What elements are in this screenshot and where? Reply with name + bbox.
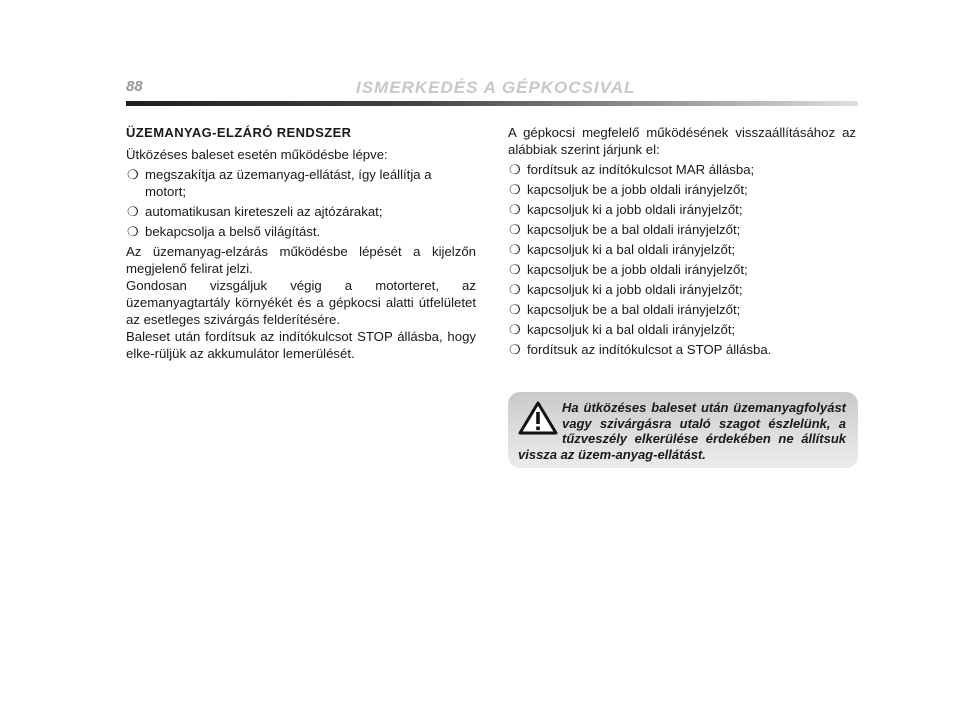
bullet-icon: ❍	[509, 222, 521, 237]
running-title: ISMERKEDÉS A GÉPKOCSIVAL	[356, 78, 636, 97]
bullet-icon: ❍	[509, 262, 521, 277]
list-item: ❍ kapcsoljuk ki a jobb oldali irányjelzőt;	[509, 202, 743, 217]
list-item: ❍ kapcsoljuk ki a jobb oldali irányjelzőt;	[509, 282, 743, 297]
list-item: ❍ kapcsoljuk ki a bal oldali irányjelzőt;	[509, 322, 736, 337]
bullet-icon: ❍	[509, 202, 521, 217]
right-column	[508, 124, 856, 361]
paragraph: Gondosan vizsgáljuk végig a motorteret, az üzemanyagtartály környékét és a gépkocsi alatti útfelületet az esetleges szivárgás felderítésére.	[126, 278, 476, 327]
bullet-icon: ❍	[509, 302, 521, 317]
paragraph: Az üzemanyag-elzárás működésbe lépését a kijelzőn megjelenő felirat jelzi.	[126, 244, 476, 276]
list-item: ❍ kapcsoljuk be a jobb oldali irányjelzőt;	[509, 182, 748, 197]
bullet-icon: ❍	[127, 204, 139, 219]
list-item: ❍ kapcsoljuk be a bal oldali irányjelzőt;	[509, 302, 741, 317]
list-item: ❍ bekapcsolja a belső világítást.	[127, 224, 321, 239]
page-header	[126, 74, 858, 114]
left-column	[126, 124, 476, 362]
bullet-icon: ❍	[509, 242, 521, 257]
list-item: ❍ kapcsoljuk be a jobb oldali irányjelzőt;	[509, 262, 748, 277]
header-rule	[126, 101, 858, 106]
right-bullet-list	[508, 161, 856, 358]
list-item: ❍ fordítsuk az indítókulcsot a STOP állásba.	[509, 342, 772, 357]
bullet-icon: ❍	[509, 342, 521, 357]
list-item: ❍ fordítsuk az indítókulcsot MAR állásba;	[509, 162, 755, 177]
list-item: ❍ kapcsoljuk be a bal oldali irányjelzőt;	[509, 222, 741, 237]
paragraph: Baleset után fordítsuk az indítókulcsot STOP állásba, hogy elke-rüljük az akkumulátor lemerülését.	[126, 329, 476, 361]
bullet-icon: ❍	[127, 167, 139, 182]
bullet-icon: ❍	[509, 182, 521, 197]
bullet-icon: ❍	[509, 282, 521, 297]
list-item: ❍ automatikusan kireteszeli az ajtózárakat;	[127, 204, 383, 219]
warning-box	[508, 392, 858, 468]
warning-text: Ha ütközéses baleset után üzemanyagfolyást vagy szivárgásra utaló szagot észlelünk, a tűzveszély elkerülése érdekében ne állítsuk vissza az üzem-anyag-ellátást.	[518, 400, 846, 462]
list-item: ❍ kapcsoljuk ki a bal oldali irányjelzőt;	[509, 242, 736, 257]
right-intro: A gépkocsi megfelelő működésének visszaállításához az alábbiak szerint járjunk el:	[508, 125, 856, 157]
left-intro: Ütközéses baleset esetén működésbe lépve:	[126, 147, 388, 162]
bullet-icon: ❍	[509, 162, 521, 177]
left-bullet-list	[126, 166, 476, 240]
section-heading: ÜZEMANYAG-ELZÁRÓ RENDSZER	[126, 125, 352, 140]
bullet-icon: ❍	[127, 224, 139, 239]
list-item: ❍ megszakítja az üzemanyag-ellátást, így leállítja a motort;	[127, 167, 432, 199]
bullet-icon: ❍	[509, 322, 521, 337]
page-number: 88	[126, 78, 143, 95]
